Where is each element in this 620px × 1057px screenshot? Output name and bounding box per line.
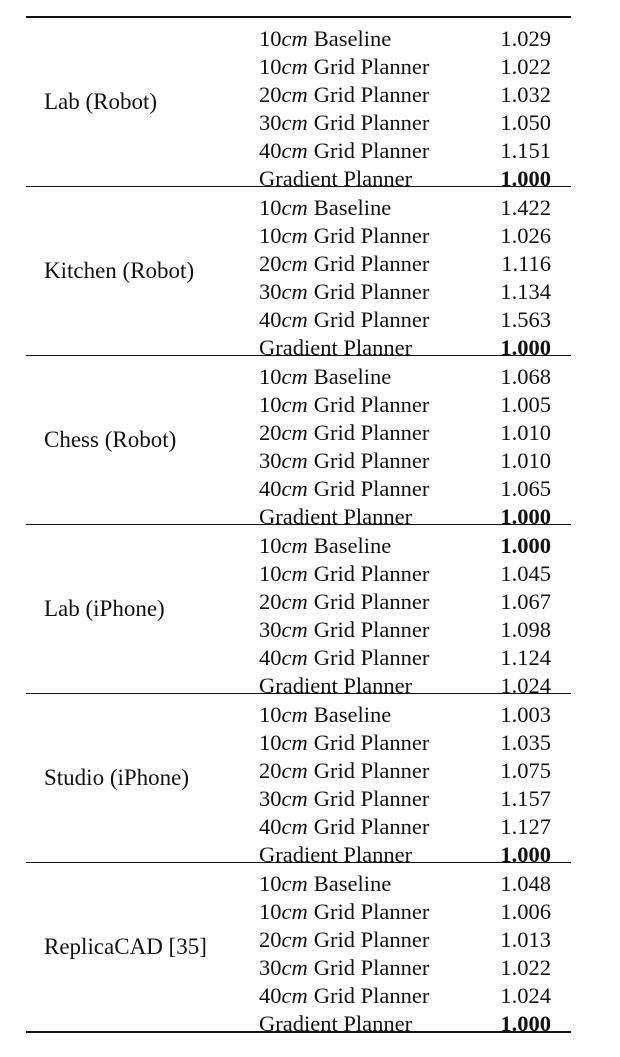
size-unit: cm [281,251,308,276]
metric-value: 1.098 [500,617,551,642]
table-row [259,588,551,616]
method-size [259,223,308,248]
metric-value: 1.029 [500,26,551,51]
size-unit: cm [281,927,308,952]
size-unit: cm [281,420,308,445]
table-row [259,109,551,137]
table-row [259,53,551,81]
group-label: Chess (Robot) [44,427,177,452]
method-size [259,392,308,417]
metric-value: 1.000 [500,335,551,360]
table-row [259,644,551,672]
group-label: ReplicaCAD [35] [44,934,207,959]
metric-value: 1.013 [500,927,551,952]
size-unit: cm [281,589,308,614]
size-value: 40 [259,814,282,839]
size-value: 10 [259,195,282,220]
table-row [259,870,551,898]
size-value: 40 [259,138,282,163]
table-row [259,532,551,560]
method-name: Grid Planner [313,54,430,79]
metric-value: 1.127 [500,814,551,839]
method-size [259,955,308,980]
size-value: 30 [259,617,282,642]
size-value: 10 [259,561,282,586]
table-row [259,137,551,165]
size-unit: cm [281,561,308,586]
method-name: Grid Planner [313,420,430,445]
size-value: 20 [259,251,282,276]
size-unit: cm [281,702,308,727]
method-name: Grid Planner [313,82,430,107]
method-name: Grid Planner [313,307,430,332]
method-name: Grid Planner [313,758,430,783]
size-unit: cm [281,448,308,473]
method-name: Gradient Planner [259,1011,413,1036]
group-rows [259,363,551,531]
method-name: Grid Planner [313,251,430,276]
method-size [259,420,308,445]
metric-value: 1.151 [500,138,551,163]
size-unit: cm [281,364,308,389]
metric-value: 1.067 [500,589,551,614]
table-row [259,222,551,250]
method-name: Grid Planner [313,730,430,755]
metric-value: 1.032 [500,82,551,107]
size-unit: cm [281,955,308,980]
group-label: Lab (iPhone) [44,596,165,621]
metric-value: 1.000 [500,1011,551,1036]
table-row [259,278,551,306]
table-row [259,813,551,841]
metric-value: 1.000 [500,166,551,191]
method-name: Grid Planner [313,927,430,952]
size-value: 10 [259,702,282,727]
table-group [26,356,571,529]
table-row [259,616,551,644]
metric-value: 1.005 [500,392,551,417]
metric-value: 1.010 [500,420,551,445]
size-value: 40 [259,476,282,501]
size-unit: cm [281,645,308,670]
size-value: 10 [259,730,282,755]
metric-value: 1.003 [500,702,551,727]
metric-value: 1.124 [500,645,551,670]
table-group [26,18,571,191]
method-name: Grid Planner [313,814,430,839]
size-value: 20 [259,927,282,952]
metric-value: 1.026 [500,223,551,248]
method-name: Baseline [313,702,392,727]
results-table [26,16,571,1036]
size-unit: cm [281,223,308,248]
method-size [259,110,308,135]
table-row [259,194,551,222]
method-name: Grid Planner [313,955,430,980]
metric-value: 1.050 [500,110,551,135]
metric-value: 1.010 [500,448,551,473]
table-row [259,701,551,729]
method-size [259,645,308,670]
table-row [259,560,551,588]
method-name: Grid Planner [313,899,430,924]
method-name: Baseline [313,871,392,896]
method-size [259,786,308,811]
size-unit: cm [281,279,308,304]
size-unit: cm [281,786,308,811]
method-size [259,702,308,727]
group-label: Studio (iPhone) [44,765,190,790]
size-unit: cm [281,138,308,163]
method-size [259,476,308,501]
method-size [259,279,308,304]
size-value: 20 [259,589,282,614]
method-size [259,758,308,783]
method-name: Gradient Planner [259,504,413,529]
size-value: 10 [259,223,282,248]
method-name: Baseline [313,26,392,51]
metric-value: 1.048 [500,871,551,896]
method-name: Grid Planner [313,589,430,614]
size-unit: cm [281,617,308,642]
size-unit: cm [281,392,308,417]
method-name: Baseline [313,195,392,220]
size-unit: cm [281,814,308,839]
size-unit: cm [281,730,308,755]
table-row [259,475,551,503]
method-size [259,814,308,839]
metric-value: 1.045 [500,561,551,586]
method-name: Grid Planner [313,279,430,304]
size-value: 30 [259,955,282,980]
size-unit: cm [281,899,308,924]
method-size [259,82,308,107]
table-group [26,187,571,360]
group-rows [259,701,551,869]
size-value: 10 [259,392,282,417]
table-group [26,863,571,1036]
method-name: Baseline [313,533,392,558]
size-value: 40 [259,645,282,670]
size-unit: cm [281,54,308,79]
size-value: 10 [259,899,282,924]
size-value: 30 [259,786,282,811]
method-name: Grid Planner [313,392,430,417]
size-value: 10 [259,871,282,896]
group-rows [259,194,551,362]
group-label: Kitchen (Robot) [44,258,195,283]
table-body [26,18,571,1036]
table-row [259,982,551,1010]
method-size [259,983,308,1008]
method-size [259,448,308,473]
method-name: Grid Planner [313,138,430,163]
metric-value: 1.000 [500,533,551,558]
metric-value: 1.022 [500,54,551,79]
table-row [259,81,551,109]
metric-value: 1.000 [500,504,551,529]
size-value: 30 [259,448,282,473]
method-size [259,364,308,389]
table-row [259,757,551,785]
metric-value: 1.422 [500,195,551,220]
size-unit: cm [281,871,308,896]
method-name: Grid Planner [313,561,430,586]
table-row [259,391,551,419]
method-size [259,871,308,896]
table-row [259,954,551,982]
method-name: Baseline [313,364,392,389]
metric-value: 1.024 [500,983,551,1008]
table-row [259,785,551,813]
size-value: 20 [259,758,282,783]
size-value: 30 [259,110,282,135]
method-size [259,195,308,220]
method-size [259,26,308,51]
method-name: Gradient Planner [259,673,413,698]
group-rows [259,532,551,700]
size-value: 10 [259,364,282,389]
method-size [259,533,308,558]
table-row [259,1010,551,1038]
size-unit: cm [281,195,308,220]
method-size [259,927,308,952]
method-name: Grid Planner [313,786,430,811]
method-size [259,899,308,924]
size-value: 40 [259,983,282,1008]
method-size [259,138,308,163]
size-unit: cm [281,983,308,1008]
method-name: Gradient Planner [259,842,413,867]
method-size [259,54,308,79]
method-name: Grid Planner [313,110,430,135]
method-name: Grid Planner [313,448,430,473]
metric-value: 1.134 [500,279,551,304]
size-value: 10 [259,26,282,51]
metric-value: 1.116 [501,251,551,276]
method-name: Gradient Planner [259,166,413,191]
size-unit: cm [281,82,308,107]
size-unit: cm [281,533,308,558]
size-value: 10 [259,54,282,79]
table-row [259,419,551,447]
metric-value: 1.065 [500,476,551,501]
metric-value: 1.022 [500,955,551,980]
method-name: Grid Planner [313,223,430,248]
size-unit: cm [281,476,308,501]
method-size [259,617,308,642]
table-row [259,729,551,757]
method-name: Grid Planner [313,645,430,670]
method-size [259,307,308,332]
method-size [259,561,308,586]
group-label: Lab (Robot) [44,89,158,114]
size-value: 40 [259,307,282,332]
metric-value: 1.563 [500,307,551,332]
method-size [259,251,308,276]
method-name: Gradient Planner [259,335,413,360]
table-row [259,363,551,391]
metric-value: 1.075 [500,758,551,783]
size-value: 20 [259,82,282,107]
size-value: 30 [259,279,282,304]
group-rows [259,25,551,193]
size-unit: cm [281,758,308,783]
size-unit: cm [281,26,308,51]
table-row [259,25,551,53]
table-row [259,926,551,954]
table-group [26,525,571,698]
method-size [259,589,308,614]
table-row [259,898,551,926]
metric-value: 1.006 [500,899,551,924]
table-row [259,447,551,475]
method-name: Grid Planner [313,983,430,1008]
size-value: 20 [259,420,282,445]
method-name: Grid Planner [313,617,430,642]
metric-value: 1.157 [500,786,551,811]
table-group [26,694,571,867]
group-rows [259,870,551,1038]
metric-value: 1.000 [500,842,551,867]
table-row [259,306,551,334]
metric-value: 1.035 [500,730,551,755]
size-unit: cm [281,307,308,332]
size-value: 10 [259,533,282,558]
metric-value: 1.024 [500,673,551,698]
table-row [259,250,551,278]
size-unit: cm [281,110,308,135]
method-name: Grid Planner [313,476,430,501]
metric-value: 1.068 [500,364,551,389]
method-size [259,730,308,755]
